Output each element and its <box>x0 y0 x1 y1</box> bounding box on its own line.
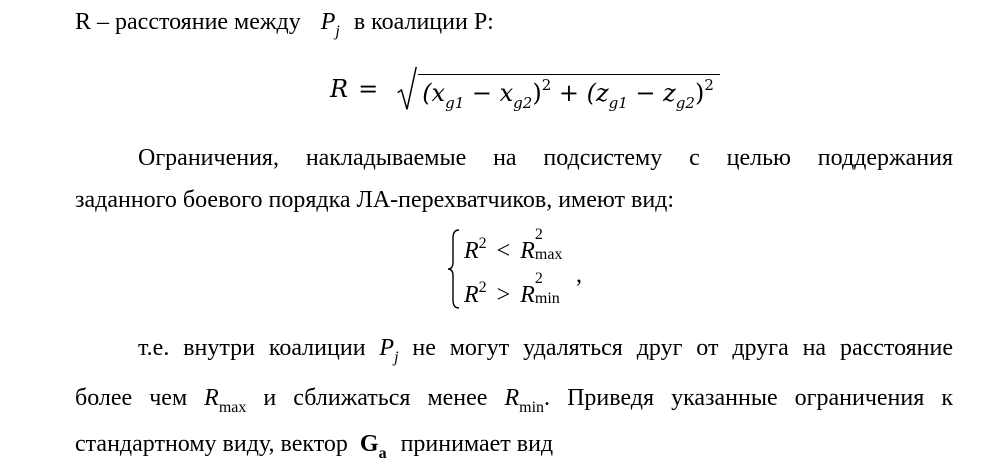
variable-subscript: min <box>519 399 545 416</box>
formula-paren: ) <box>694 78 705 107</box>
word: и <box>263 385 277 411</box>
text: стандартному виду, вектор <box>75 431 348 457</box>
word: расстояние <box>839 335 953 361</box>
word: друга <box>732 335 789 361</box>
ineq-subscript: min <box>534 290 560 307</box>
sqrt-radicand <box>418 74 720 112</box>
word: друг <box>636 335 683 361</box>
text: R – расстояние между <box>75 9 301 35</box>
ineq-term: R <box>464 282 479 308</box>
left-brace-icon <box>446 228 462 310</box>
variable-subscript: j <box>335 23 340 40</box>
ineq-term: R <box>520 238 535 264</box>
formula-term: (x <box>422 78 446 107</box>
ineq-superscript: 2 <box>478 279 487 296</box>
word: т.е. <box>138 335 170 361</box>
variable-rmax <box>204 385 247 416</box>
word: с <box>689 145 700 171</box>
word: Приведя <box>567 385 655 411</box>
formula-subscript: g1 <box>608 93 628 112</box>
variable-r: R <box>204 385 219 411</box>
sup-sub-stack <box>534 226 565 263</box>
formula-superscript: 2 <box>541 75 552 94</box>
formula-equals: = <box>358 75 379 103</box>
formula-term: − x <box>464 78 514 107</box>
inequality-min <box>464 270 565 309</box>
inequality-max <box>464 226 565 265</box>
word: Ограничения, <box>138 145 279 171</box>
word: указанные <box>671 385 778 411</box>
word: могут <box>449 335 510 361</box>
text-line-2 <box>138 146 953 170</box>
word: к <box>941 385 953 411</box>
text: принимает вид <box>400 431 554 457</box>
ineq-term: R <box>520 282 535 308</box>
variable-subscript: max <box>218 399 247 416</box>
text-line-1 <box>75 9 494 40</box>
distance-formula <box>330 64 720 114</box>
sup-sub-stack <box>534 270 565 307</box>
formula-term: + (z <box>551 78 609 107</box>
word: внутри <box>183 335 256 361</box>
word: сближаться <box>293 385 411 411</box>
ineq-operator: > <box>496 282 511 308</box>
word: на <box>802 335 827 361</box>
word: на <box>493 145 517 171</box>
word: от <box>696 335 719 361</box>
formula-term: − z <box>627 78 676 107</box>
ineq-subscript: max <box>534 246 563 263</box>
formula-subscript: g2 <box>513 93 533 112</box>
text-line-3 <box>75 188 674 212</box>
formula-subscript: g1 <box>445 93 465 112</box>
variable-r: R <box>504 385 520 411</box>
text: в коалиции P: <box>353 9 494 35</box>
sqrt-sign-icon <box>396 65 418 113</box>
system-comma: , <box>576 262 582 288</box>
variable-rmin <box>504 385 551 416</box>
formula-lhs: R <box>330 75 349 103</box>
text: заданного боевого порядка ЛА-перехватчиков, имеют вид: <box>75 187 675 213</box>
ineq-superscript: 2 <box>478 235 487 252</box>
punctuation: . <box>544 385 551 411</box>
word: коалиции <box>268 335 366 361</box>
ineq-superscript: 2 <box>534 270 543 287</box>
vector-subscript: a <box>378 445 387 462</box>
square-root <box>396 65 720 113</box>
word: поддержания <box>817 145 953 171</box>
text-line-4 <box>138 335 953 366</box>
formula-subscript: g2 <box>675 93 695 112</box>
variable-subscript: j <box>394 349 399 366</box>
ineq-operator: < <box>496 238 511 264</box>
inequality-system <box>446 228 586 308</box>
text-line-6 <box>75 431 554 462</box>
word: более <box>75 385 133 411</box>
ineq-term: R <box>464 238 479 264</box>
variable-p: P <box>379 335 395 361</box>
variable-pj <box>379 335 399 366</box>
formula-superscript: 2 <box>704 75 714 94</box>
ineq-superscript: 2 <box>534 226 543 243</box>
word: удаляться <box>523 335 623 361</box>
vector-g: G <box>359 431 379 457</box>
word: целью <box>726 145 791 171</box>
formula-paren: ) <box>532 78 542 107</box>
word: чем <box>149 385 188 411</box>
word: не <box>412 335 436 361</box>
word: подсистему <box>543 145 663 171</box>
variable-p: P <box>320 9 336 35</box>
word: ограничения <box>794 385 925 411</box>
word: накладываемые <box>305 145 467 171</box>
text-line-5 <box>75 385 953 416</box>
word: менее <box>427 385 488 411</box>
